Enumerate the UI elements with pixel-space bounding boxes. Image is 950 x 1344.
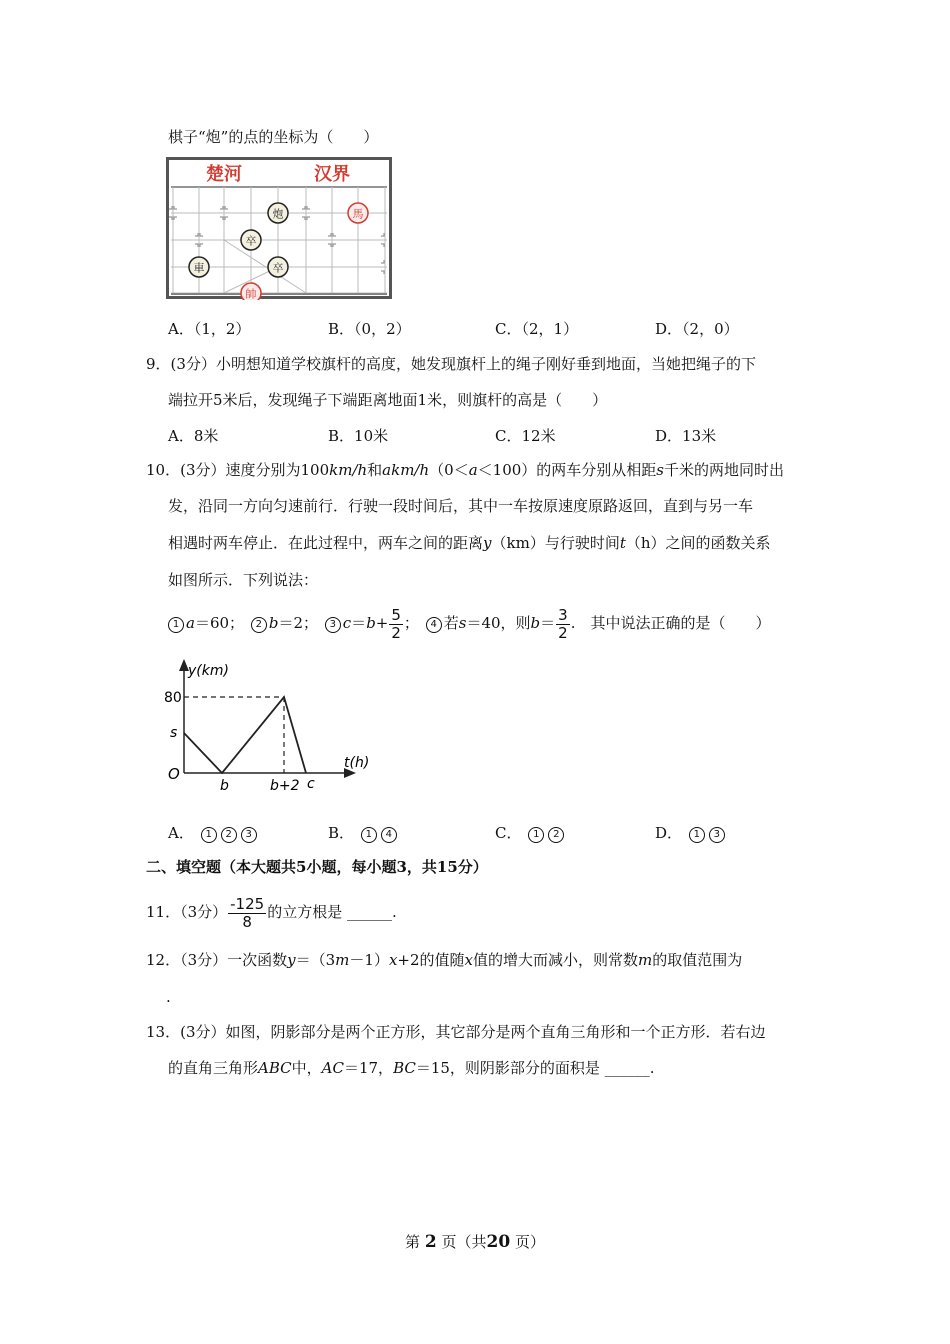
q10-choice-a[interactable]: A． 1 2 3 — [168, 822, 259, 843]
x-tick-b: b — [220, 778, 229, 794]
q12-tail: . — [166, 988, 171, 1006]
distance-time-graph — [160, 655, 375, 800]
q10-line4: 如图所示．下列说法： — [168, 571, 319, 589]
mark-4: 4 — [426, 617, 442, 633]
river-left-label: 楚河 — [206, 164, 242, 185]
q12-line: 12．（3分）一次函数y＝（3m－1）x+2的值随x值的增大而减小，则常数m的取值范围为 — [146, 951, 743, 969]
svg-text:車: 車 — [193, 261, 205, 275]
svg-text:卒: 卒 — [245, 234, 257, 248]
svg-text:帥: 帥 — [245, 287, 257, 300]
q9-line2: 端拉开5米后，发现绳子下端距离地面1米，则旗杆的高是（ ） — [168, 391, 608, 409]
q9-line1: 9．(3分）小明想知道学校旗杆的高度，她发现旗杆上的绳子刚好垂到地面，当她把绳子的下 — [146, 355, 756, 373]
q10-choice-b[interactable]: B． 1 4 — [328, 822, 399, 843]
q10-choice-d[interactable]: D． 1 3 — [655, 822, 727, 843]
q8-stem: 棋子“炮”的点的坐标为（ ） — [168, 128, 379, 146]
svg-text:炮: 炮 — [272, 207, 284, 221]
q8-choice-b[interactable]: B．（0，2） — [328, 320, 411, 338]
piece-shuai — [241, 283, 261, 300]
piece-zu-2 — [268, 257, 288, 277]
piece-ma — [348, 203, 368, 223]
q9-choice-b[interactable]: B．10米 — [328, 427, 389, 445]
piece-pao — [268, 203, 288, 223]
page-footer: 第 2 页（共20 页） — [405, 1232, 545, 1252]
svg-text:馬: 馬 — [352, 207, 364, 221]
fraction-neg125-8: $\frac{-125}{8}$ — [230, 894, 265, 931]
q10-statements: 1 a＝60； 2 b＝2； 3 c＝b+ $\frac{5}{2}$ ； 4 若s＝40，则b＝ $\frac{3}{2}$ . 其中说法正确的是（ ） — [166, 603, 770, 643]
mark-2: 2 — [251, 617, 267, 633]
q11: 11．（3分） $\frac{-125}{8}$ 的立方根是 ______. — [146, 894, 397, 931]
piece-ju — [189, 257, 209, 277]
y-axis-label: y(km) — [188, 663, 229, 679]
q10-choice-c[interactable]: C． 1 2 — [495, 822, 566, 843]
q13-line1: 13．(3分）如图，阴影部分是两个正方形，其它部分是两个直角三角形和一个正方形．若右边 — [146, 1023, 766, 1041]
river-right-label: 汉界 — [314, 164, 350, 185]
q10-line3: 相遇时两车停止．在此过程中，两车之间的距离y（km）与行驶时间t（h）之间的函数关系 — [168, 534, 771, 552]
q9-choice-c[interactable]: C．12米 — [495, 427, 556, 445]
q9-choice-a[interactable]: A．8米 — [168, 427, 219, 445]
q8-choice-a[interactable]: A．（1，2） — [168, 320, 251, 338]
origin-label: O — [168, 765, 180, 783]
q9-choice-d[interactable]: D．13米 — [655, 427, 717, 445]
fraction-3-2: $\frac{3}{2}$ — [558, 605, 568, 642]
fraction-5-2: $\frac{5}{2}$ — [391, 605, 401, 642]
q13-line2: 的直角三角形ABC中，AC＝17，BC＝15，则阴影部分的面积是 ______. — [168, 1059, 655, 1077]
chess-board-figure — [166, 157, 392, 300]
y-tick-s: s — [170, 725, 178, 741]
mark-3: 3 — [325, 617, 341, 633]
y-tick-80: 80 — [164, 690, 182, 706]
q10-line2: 发，沿同一方向匀速前行．行驶一段时间后，其中一车按原速度原路返回，直到与另一车 — [168, 497, 754, 515]
x-tick-b2: b+2 — [270, 778, 300, 794]
q8-choice-c[interactable]: C．（2，1） — [495, 320, 579, 338]
section-2-heading: 二、填空题（本大题共5小题，每小题3，共15分） — [146, 858, 488, 876]
piece-zu-1 — [241, 230, 261, 250]
mark-1: 1 — [168, 617, 184, 633]
q10-line1: 10．(3分）速度分别为100km/h和akm/h（0＜a＜100）的两车分别从相距s千米的两地同时出 — [146, 461, 785, 479]
q8-choice-d[interactable]: D．（2，0） — [655, 320, 739, 338]
svg-text:卒: 卒 — [272, 261, 284, 275]
graph-line — [184, 697, 306, 773]
x-tick-c: c — [307, 776, 315, 792]
x-axis-label: t(h) — [344, 755, 370, 771]
